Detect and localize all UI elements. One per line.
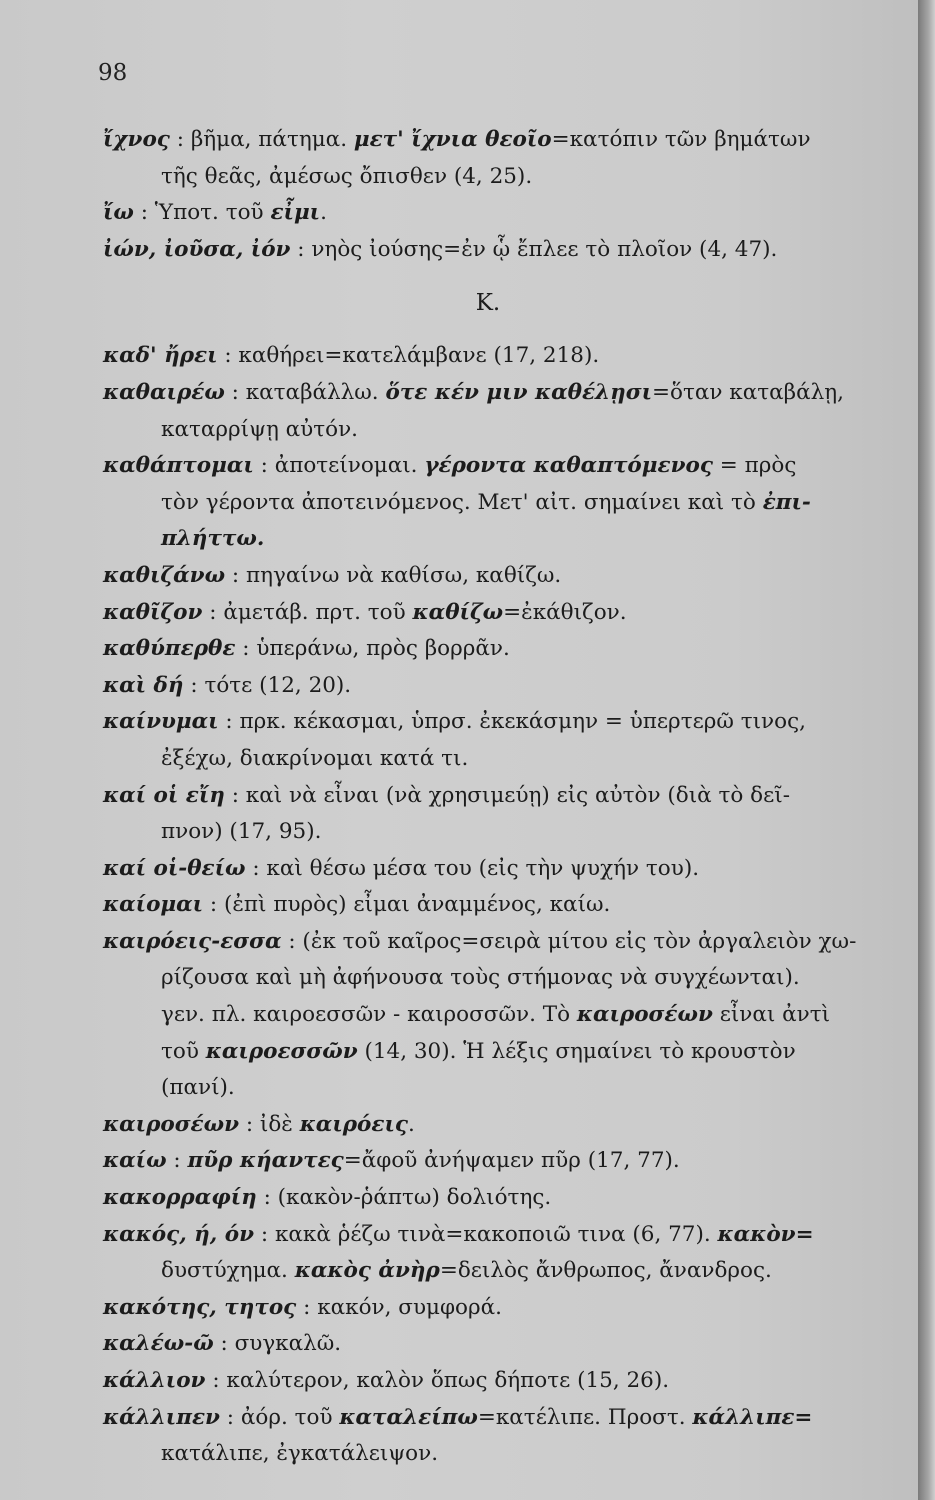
phrase: ἐπι- bbox=[762, 489, 811, 515]
entry-kaleo bbox=[103, 1326, 873, 1363]
headword: καθιζάνω bbox=[103, 562, 226, 588]
continuation-line bbox=[103, 1253, 873, 1290]
continuation-line: τῆς θεᾶς, ἀμέσως ὄπισθεν (4, 25). bbox=[161, 163, 533, 189]
definition: δυστύχημα. bbox=[161, 1258, 295, 1284]
definition: . bbox=[407, 1111, 415, 1137]
entry-kathyperthe bbox=[103, 631, 873, 668]
phrase: κακὸν= bbox=[717, 1221, 814, 1247]
definition: : (κακὸν-ῥάπτω) δολιότης. bbox=[256, 1185, 552, 1211]
phrase: κακὸς ἀνὴρ bbox=[294, 1258, 440, 1284]
definition: : bbox=[166, 1148, 188, 1174]
definition: : κακόν, συμφορά. bbox=[296, 1294, 502, 1320]
headword: καίω bbox=[103, 1148, 167, 1174]
definition: : (ἐκ τοῦ καῖρος=σειρὰ μίτου εἰς τὸν ἀργαλειὸν χω- bbox=[281, 928, 857, 954]
definition: =ὅταν καταβάλῃ, bbox=[652, 379, 844, 405]
section-letter: Κ. bbox=[475, 290, 501, 317]
definition: : (ἐπὶ πυρὸς) εἶμαι ἀναμμένος, καίω. bbox=[203, 892, 611, 918]
entry-kai-oi-eie bbox=[103, 778, 873, 851]
continuation-line: πνον) (17, 95). bbox=[161, 819, 322, 845]
definition: : νηὸς ἰούσης=ἐν ᾧ ἔπλεε τὸ πλοῖον (4, 47). bbox=[290, 236, 778, 262]
continuation-line bbox=[103, 485, 873, 522]
phrase: ὅτε κέν μιν καθέλῃσι bbox=[385, 379, 653, 405]
headword: καθαιρέω bbox=[103, 379, 225, 405]
headword: ἴχνος bbox=[103, 127, 170, 152]
entry-kakotes bbox=[103, 1290, 873, 1327]
definition: =ἐκάθιζον. bbox=[503, 599, 627, 625]
headword: ἰών, ἰοῦσα, ἰόν bbox=[103, 236, 291, 262]
page-number: 98 bbox=[98, 60, 128, 86]
definition: =ἄφοῦ ἀνήψαμεν πῦρ (17, 77). bbox=[343, 1148, 680, 1174]
entry-kaio bbox=[103, 1143, 873, 1180]
headword: ἴω bbox=[103, 200, 134, 226]
definition: = πρὸς bbox=[712, 453, 797, 479]
headword: κάλλιον bbox=[103, 1368, 206, 1393]
definition: : ἀόρ. τοῦ bbox=[219, 1404, 340, 1430]
definition: : κακὰ ῥέζω τινὰ=κακοποιῶ τινα (6, 77). bbox=[254, 1221, 718, 1247]
headword: καιρόεις-εσσα bbox=[103, 928, 282, 954]
definition: εἶναι ἀντὶ bbox=[712, 1002, 831, 1028]
headword: καλέω-ῶ bbox=[103, 1331, 214, 1357]
definition: : ἀποτείνομαι. bbox=[253, 453, 425, 479]
definition: : ἀμετάβ. πρτ. τοῦ bbox=[202, 599, 413, 625]
entry-kathaireo bbox=[103, 375, 873, 448]
continuation-line: ἐξέχω, διακρίνομαι κατά τι. bbox=[161, 745, 469, 771]
phrase: καιρόεις bbox=[299, 1111, 408, 1137]
phrase: πῦρ κήαντες bbox=[187, 1148, 344, 1174]
page-edge-shadow bbox=[918, 0, 935, 1500]
phrase: κάλλιπε= bbox=[692, 1404, 813, 1430]
headword: καθῖζον bbox=[103, 599, 203, 625]
continuation-line: ρίζουσα καὶ μὴ ἀφήνουσα τοὺς στήμονας νὰ συγχέωνται). bbox=[161, 965, 800, 991]
headword: καί οἱ-θείω bbox=[103, 855, 246, 881]
definition: : καὶ θέσω μέσα του (εἰς τὴν ψυχήν του). bbox=[245, 855, 700, 881]
entry-ion bbox=[103, 232, 873, 269]
headword: καδ' ἤρει bbox=[103, 343, 218, 369]
entry-kallion bbox=[103, 1363, 873, 1400]
definition: : καὶ νὰ εἶναι (νὰ χρησιμεύῃ) εἰς αὐτὸν (διὰ τὸ δεῖ- bbox=[224, 782, 790, 808]
phrase: καιροεσσῶν bbox=[205, 1038, 358, 1064]
phrase: γέροντα καθαπτόμενος bbox=[424, 453, 713, 479]
definition: : ὑπεράνω, πρὸς βορρᾶν. bbox=[235, 636, 510, 662]
headword: κακότης, τητος bbox=[103, 1294, 297, 1320]
definition: =δειλὸς ἄνθρωπος, ἄνανδρος. bbox=[439, 1258, 772, 1284]
definition: : συγκαλῶ. bbox=[213, 1331, 342, 1357]
definition: : καθήρει=κατελάμβανε (17, 218). bbox=[217, 343, 600, 369]
definition: : τότε (12, 20). bbox=[183, 672, 352, 698]
entry-kai-oi-theio bbox=[103, 851, 873, 888]
definition: =κατόπιν τῶν βημάτων bbox=[551, 127, 811, 152]
phrase: πλήττω. bbox=[161, 526, 265, 552]
definition: . bbox=[320, 200, 327, 226]
definition: : Ὑποτ. τοῦ bbox=[133, 200, 271, 226]
definition: =κατέλιπε. Προστ. bbox=[477, 1404, 693, 1430]
headword: καθάπτομαι bbox=[103, 453, 254, 479]
headword: καίνυμαι bbox=[103, 709, 219, 735]
definition: : πρκ. κέκασμαι, ὑπρσ. ἐκεκάσμην = ὑπερτερῶ τινος, bbox=[218, 709, 806, 735]
definition: : βῆμα, πάτημα. bbox=[169, 127, 354, 152]
phrase: καθίζω bbox=[412, 599, 504, 625]
continuation-line: καταρρίψῃ αὐτόν. bbox=[161, 416, 358, 442]
phrase: καταλείπω bbox=[339, 1404, 478, 1430]
phrase: καιροσέων bbox=[576, 1002, 713, 1028]
continuation-line bbox=[103, 521, 873, 558]
headword: κάλλιπεν bbox=[103, 1404, 220, 1430]
entry-kad-erei bbox=[103, 338, 873, 375]
definition: : πηγαίνω νὰ καθίσω, καθίζω. bbox=[225, 562, 562, 588]
entry-kallipen bbox=[103, 1400, 873, 1473]
entry-kathizano bbox=[103, 558, 873, 595]
continuation-line: κατάλιπε, ἐγκατάλειψον. bbox=[161, 1441, 439, 1467]
entry-ichnos bbox=[103, 122, 873, 195]
entry-kathaptomai bbox=[103, 448, 873, 558]
definition: : καταβάλλω. bbox=[224, 379, 386, 405]
glossary-text bbox=[103, 122, 873, 1473]
definition: τὸν γέροντα ἀποτεινόμενος. Μετ' αἰτ. σημαίνει καὶ τὸ bbox=[161, 489, 763, 515]
continuation-line bbox=[103, 997, 873, 1034]
entry-kainymai bbox=[103, 704, 873, 777]
headword: καί οἱ εἴη bbox=[103, 782, 225, 808]
headword: κακορραφίη bbox=[103, 1185, 257, 1211]
phrase: μετ' ἴχνια θεοῖο bbox=[353, 127, 552, 152]
headword: καιροσέων bbox=[103, 1111, 240, 1137]
continuation-line: (πανί). bbox=[161, 1075, 235, 1101]
entry-kairoseon bbox=[103, 1107, 873, 1144]
entry-io bbox=[103, 195, 873, 232]
entry-kakorraphie bbox=[103, 1180, 873, 1217]
continuation-line bbox=[103, 1034, 873, 1071]
entry-kai-de bbox=[103, 668, 873, 705]
definition: (14, 30). Ἡ λέξις σημαίνει τὸ κρουστὸν bbox=[357, 1038, 796, 1064]
phrase: εἶμι bbox=[270, 200, 321, 226]
definition: : ἰδὲ bbox=[239, 1111, 300, 1137]
headword: κακός, ή, όν bbox=[103, 1221, 255, 1247]
entry-kairoeis bbox=[103, 924, 873, 1107]
entry-kakos bbox=[103, 1217, 873, 1290]
headword: καίομαι bbox=[103, 892, 204, 918]
headword: καὶ δή bbox=[103, 672, 184, 698]
definition: τοῦ bbox=[161, 1038, 206, 1064]
definition: γεν. πλ. καιροεσσῶν - καιροσσῶν. Τὸ bbox=[161, 1002, 577, 1028]
entry-kathizon bbox=[103, 595, 873, 632]
definition: : καλύτερον, καλὸν ὅπως δήποτε (15, 26). bbox=[205, 1368, 670, 1393]
entry-kaiomai bbox=[103, 887, 873, 924]
headword: καθύπερθε bbox=[103, 636, 236, 662]
